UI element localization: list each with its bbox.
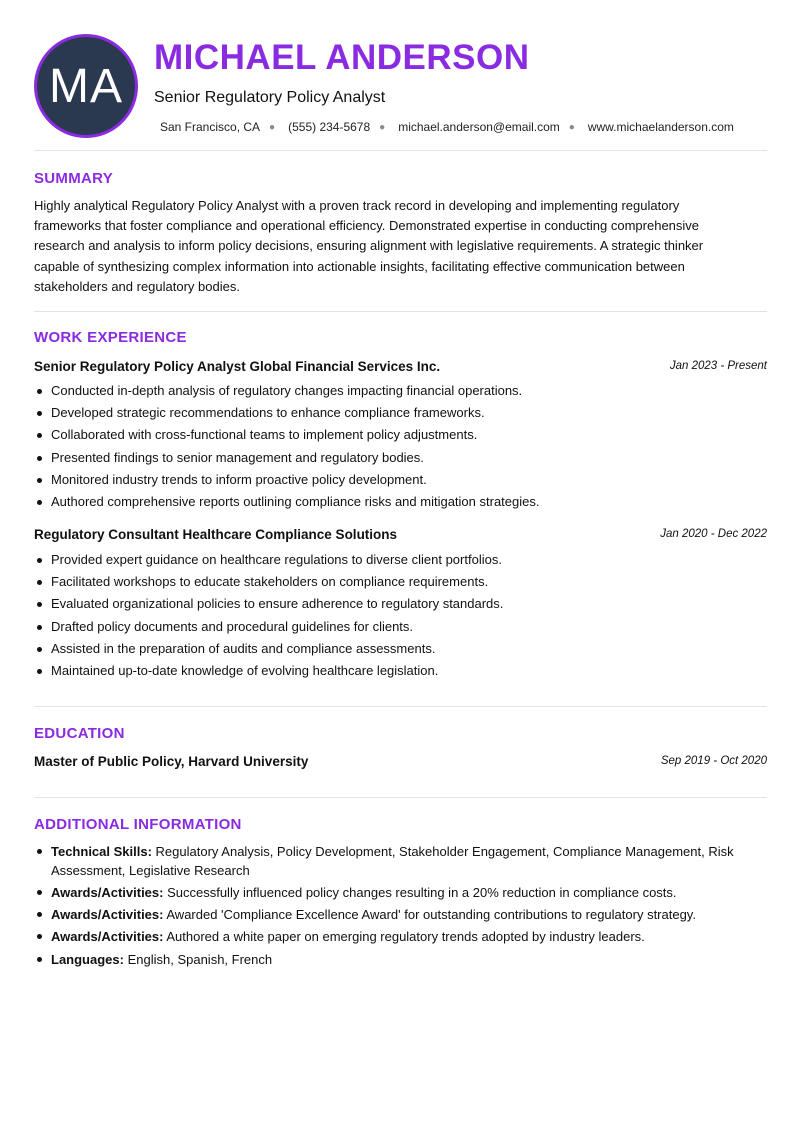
job-header <box>34 359 767 377</box>
bullet-separator-icon: ● <box>269 121 276 133</box>
job-dates: Jan 2020 - Dec 2022 <box>660 528 767 540</box>
list-item: Presented findings to senior management and regulatory bodies. <box>34 447 767 469</box>
summary-text: Highly analytical Regulatory Policy Analyst with a proven track record in developing and implementing regulatory frameworks that foster compliance and operational efficiency. Demonstrated expertise in conducting comprehensive research and analysis to inform policy decisions, ensuring alignment with legislative requirements. A strategic thinker capable of synthesizing complex information into actionable insights, facilitating effective communication between stakeholders and regulatory bodies. <box>34 198 704 294</box>
list-item <box>34 950 767 969</box>
item-text: Awarded 'Compliance Excellence Award' for outstanding contributions to regulatory strategy. <box>163 907 696 922</box>
candidate-name: MICHAEL ANDERSON <box>154 38 530 77</box>
job-bullets <box>34 549 767 682</box>
bullet-separator-icon: ● <box>568 121 575 133</box>
contact-phone[interactable]: (555) 234-5678 <box>288 120 371 134</box>
avatar <box>34 34 138 138</box>
item-text: Successfully influenced policy changes resulting in a 20% reduction in compliance costs. <box>163 885 677 900</box>
item-label: Awards/Activities: <box>51 929 164 944</box>
education-dates: Sep 2019 - Oct 2020 <box>660 755 767 767</box>
item-label: Awards/Activities: <box>51 907 164 922</box>
divider <box>34 311 767 312</box>
item-text: Regulatory Analysis, Policy Development, Stakeholder Engagement, Compliance Management, Risk Assessment, Legislative Research <box>51 844 734 878</box>
summary-heading: SUMMARY <box>34 170 114 187</box>
list-item: Evaluated organizational policies to ensure adherence to regulatory standards. <box>34 593 767 615</box>
list-item: Facilitated workshops to educate stakeholders on compliance requirements. <box>34 571 767 593</box>
contact-email[interactable]: michael.anderson@email.com <box>398 120 560 134</box>
list-item: Drafted policy documents and procedural guidelines for clients. <box>34 616 767 638</box>
job-header <box>34 527 767 545</box>
divider <box>34 706 767 707</box>
avatar-initials: MA <box>49 59 123 113</box>
divider <box>34 150 767 151</box>
item-text: English, Spanish, French <box>123 952 273 967</box>
list-item <box>34 883 767 902</box>
list-item: Provided expert guidance on healthcare regulations to diverse client portfolios. <box>34 549 767 571</box>
job-bullets <box>34 380 767 513</box>
job-title: Regulatory Consultant Healthcare Compliance Solutions <box>34 527 398 542</box>
degree: Master of Public Policy, Harvard University <box>34 754 309 769</box>
bullet-separator-icon: ● <box>379 121 386 133</box>
list-item <box>34 842 767 880</box>
list-item: Maintained up-to-date knowledge of evolving healthcare legislation. <box>34 660 767 682</box>
list-item: Developed strategic recommendations to enhance compliance frameworks. <box>34 402 767 424</box>
additional-info-heading: ADDITIONAL INFORMATION <box>34 816 242 833</box>
item-label: Languages: <box>51 952 124 967</box>
contact-website[interactable]: www.michaelanderson.com <box>587 120 734 134</box>
list-item <box>34 905 767 924</box>
list-item: Assisted in the preparation of audits and compliance assessments. <box>34 638 767 660</box>
candidate-role: Senior Regulatory Policy Analyst <box>154 89 386 106</box>
item-label: Awards/Activities: <box>51 885 164 900</box>
education-heading: EDUCATION <box>34 725 125 742</box>
job-title: Senior Regulatory Policy Analyst Global Financial Services Inc. <box>34 359 441 374</box>
list-item: Authored comprehensive reports outlining compliance risks and mitigation strategies. <box>34 491 767 513</box>
list-item: Collaborated with cross-functional teams to implement policy adjustments. <box>34 424 767 446</box>
item-text: Authored a white paper on emerging regulatory trends adopted by industry leaders. <box>163 929 645 944</box>
item-label: Technical Skills: <box>51 844 152 859</box>
work-experience-heading: WORK EXPERIENCE <box>34 329 187 346</box>
additional-info-list <box>34 842 767 972</box>
contact-line <box>160 120 734 134</box>
list-item: Monitored industry trends to inform proactive policy development. <box>34 469 767 491</box>
job-dates: Jan 2023 - Present <box>669 360 767 372</box>
contact-location: San Francisco, CA <box>160 120 261 134</box>
resume-header <box>0 0 800 150</box>
divider <box>34 797 767 798</box>
list-item <box>34 927 767 946</box>
list-item: Conducted in-depth analysis of regulatory changes impacting financial operations. <box>34 380 767 402</box>
education-entry <box>34 754 767 772</box>
